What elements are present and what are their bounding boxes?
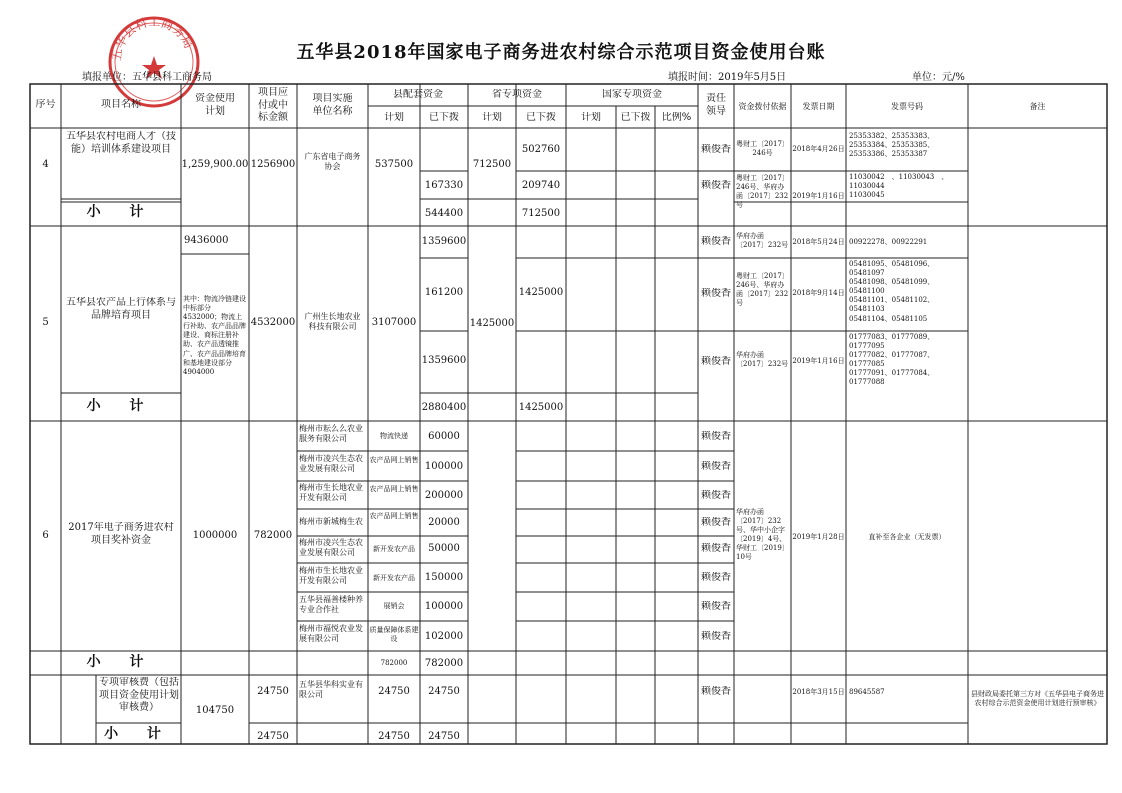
col-county-alloc: 已下拨 xyxy=(429,112,459,123)
p7-county-alloc: 24750 xyxy=(428,686,460,697)
col-province-alloc: 已下拨 xyxy=(526,112,556,123)
p4-unit: 广东省电子商务协会 xyxy=(304,152,361,172)
p7-leader: 赖俊香 xyxy=(701,686,731,697)
p6-r8-unit: 梅州市福悦农业发展有限公司 xyxy=(299,624,363,644)
reporting-time: 填报时间：2019年5月5日 xyxy=(668,72,787,83)
col-bid-amount: 项目应 付或中 标金额 xyxy=(258,87,288,123)
col-province: 省专项资金 xyxy=(492,89,542,100)
p5-fund-note: 其中：物流冷链建设中标部分4532000；物流上行补助、农产品品牌建设、商标注册补助、农产品透镜推广、农产品品牌培育和基地建设部分4904000 xyxy=(183,295,246,376)
p7-subtotal-county-plan: 24750 xyxy=(378,731,410,742)
p4-r2-invoice: 11030042 、11030043 、 11030044 11030045 xyxy=(849,173,949,200)
p7-bid: 24750 xyxy=(257,686,289,697)
p6-r3-item: 农产品网上销售 xyxy=(369,485,419,493)
p6-r4-item: 农产品网上销售 xyxy=(369,512,419,520)
p4-r1-invoice: 25353382、25353383、 25353384、25353385、 25353386、25353387 xyxy=(849,132,935,159)
unit-label: 单位：元/% xyxy=(912,72,965,83)
p5-r1-basis: 华府办函〔2017〕232号 xyxy=(736,232,789,250)
p4-name: 五华县农村电商人才（技能）培训体系建设项目 xyxy=(66,131,176,155)
p5-county-plan: 3107000 xyxy=(371,317,417,328)
p7-remark: 县财政局委托第三方对《五华县电子商务进农村综合示范资金使用计划进行预审核》 xyxy=(971,690,1104,708)
p6-subtotal-label: 小 计 xyxy=(86,654,156,670)
p5-bid: 4532000 xyxy=(250,317,296,328)
p6-r6-item: 新开发农产品 xyxy=(373,574,415,582)
col-ratio: 比例% xyxy=(661,112,692,123)
p5-r2-date: 2018年9月14日 xyxy=(792,289,845,297)
p6-subtotal-item: 782000 xyxy=(380,659,408,667)
p7-fund-plan: 104750 xyxy=(195,705,235,716)
p5-subtotal-province: 1425000 xyxy=(518,402,564,413)
reporting-unit: 填报单位：五华县科工商务局 xyxy=(82,72,212,83)
p7-subtotal-county-alloc: 24750 xyxy=(428,731,460,742)
p4-r2-leader: 赖俊香 xyxy=(701,180,731,191)
p4-r2-date: 2019年1月16日 xyxy=(792,192,845,200)
col-seq: 序号 xyxy=(35,99,56,110)
col-invoice-date: 发票日期 xyxy=(802,102,835,111)
page-title: 五华县2018年国家电子商务进农村综合示范项目资金使用台账 xyxy=(296,42,826,63)
p5-unit: 广州生长地农业科技有限公司 xyxy=(304,312,361,332)
p4-subtotal-county: 544400 xyxy=(424,208,464,219)
p7-name: 专项审核费（包括项目资金使用计划审核费） xyxy=(99,677,179,713)
p5-r1-date: 2018年5月24日 xyxy=(792,238,845,246)
col-county: 县配套资金 xyxy=(393,89,443,100)
p6-bid: 782000 xyxy=(253,530,293,541)
p5-subtotal-county: 2880400 xyxy=(421,402,467,413)
p5-r1-county-alloc: 1359600 xyxy=(421,236,467,247)
p6-r7-amount: 100000 xyxy=(424,601,464,612)
p5-r2-leader: 赖俊香 xyxy=(701,288,731,299)
p6-r7-unit: 五华县福善楼种养专业合作社 xyxy=(299,595,363,615)
p5-r3-leader: 赖俊香 xyxy=(701,356,731,367)
p4-county-plan: 537500 xyxy=(374,159,414,170)
p6-basis: 华府办函〔2017〕232号、华中小企字〔2019〕4号、华财工〔2019〕10号 xyxy=(736,508,789,562)
p5-seq: 5 xyxy=(42,317,49,328)
col-national-alloc: 已下拨 xyxy=(620,112,651,123)
svg-text:五华县科工商务局: 五华县科工商务局 xyxy=(109,14,196,62)
p5-r1-leader: 赖俊香 xyxy=(701,236,731,247)
p6-r2-amount: 100000 xyxy=(424,461,464,472)
p4-seq: 4 xyxy=(42,159,49,170)
col-province-plan: 计划 xyxy=(482,112,502,123)
p4-r2-basis: 粤财工〔2017〕246号、华府办函〔2017〕232号 xyxy=(736,174,789,210)
col-remark: 备注 xyxy=(1029,102,1046,111)
p6-r3-amount: 200000 xyxy=(424,490,464,501)
p6-r1-item: 物流快递 xyxy=(380,432,408,440)
p4-r2-province-alloc: 209740 xyxy=(521,180,561,191)
col-national: 国家专项资金 xyxy=(602,89,662,100)
p6-r8-leader: 赖俊香 xyxy=(701,631,731,642)
p6-r1-leader: 赖俊香 xyxy=(701,431,731,442)
col-name: 项目名称 xyxy=(101,99,141,110)
p4-bid: 1256900 xyxy=(250,159,296,170)
p6-r8-item: 质量保障体系建设 xyxy=(369,626,419,644)
p7-subtotal-label: 小 计 xyxy=(104,726,173,742)
p6-fund-plan: 1000000 xyxy=(192,530,238,541)
p5-r3-county-alloc: 1359600 xyxy=(421,355,467,366)
col-responsible: 责任 领导 xyxy=(706,93,726,117)
p6-r6-leader: 赖俊香 xyxy=(701,572,731,583)
p4-fund-plan: 1,259,900.00 xyxy=(181,159,249,170)
p6-seq: 6 xyxy=(42,530,49,541)
p7-county-plan: 24750 xyxy=(378,686,410,697)
p7-subtotal-bid: 24750 xyxy=(257,731,289,742)
col-unit: 项目实施 单位名称 xyxy=(312,93,353,117)
p5-r3-date: 2019年1月16日 xyxy=(792,357,845,365)
p4-r2-county-alloc: 167330 xyxy=(424,180,464,191)
p6-r2-leader: 赖俊香 xyxy=(701,461,731,472)
p7-invoice: 89645587 xyxy=(849,688,885,696)
p7-unit: 五华县华科实业有限公司 xyxy=(299,680,363,700)
p5-name: 五华县农产品上行体系与品牌培育项目 xyxy=(66,297,176,321)
p6-r4-unit: 梅州市新城梅生农 xyxy=(299,517,363,526)
p5-province-plan: 1425000 xyxy=(469,318,515,329)
p6-r2-unit: 梅州市凌兴生态农业发展有限公司 xyxy=(299,454,363,474)
p6-r7-item: 展销会 xyxy=(383,602,405,610)
p5-r1-invoice: 00922278、00922291 xyxy=(849,238,928,246)
p5-r2-county-alloc: 161200 xyxy=(424,287,464,298)
p4-province-plan: 712500 xyxy=(472,159,512,170)
p5-r2-province-alloc: 1425000 xyxy=(518,287,564,298)
p6-r1-amount: 60000 xyxy=(428,431,460,442)
p6-r1-unit: 梅州市耘么么农业服务有限公司 xyxy=(299,424,363,444)
p6-r8-amount: 102000 xyxy=(424,631,464,642)
col-national-plan: 计划 xyxy=(581,112,601,123)
p5-r2-basis: 粤财工〔2017〕246号、华府办函〔2017〕232号 xyxy=(736,272,789,308)
p6-subtotal-amount: 782000 xyxy=(424,658,464,669)
col-county-plan: 计划 xyxy=(384,112,404,123)
p7-date: 2018年3月15日 xyxy=(792,688,845,696)
p6-r2-item: 农产品网上销售 xyxy=(369,456,419,464)
p6-r4-leader: 赖俊香 xyxy=(701,517,731,528)
p6-invoice: 直补至各企业（无发票） xyxy=(868,533,946,541)
p5-subtotal-label: 小 计 xyxy=(86,398,156,414)
p6-name: 2017年电子商务进农村项目奖补资金 xyxy=(68,522,174,546)
p5-r3-invoice: 01777083、01777089、 01777095 01777082、01777087、 01777085 01777091、01777084、 01777088 xyxy=(849,333,935,387)
p5-r3-basis: 华府办函〔2017〕232号 xyxy=(736,351,789,369)
col-invoice-no: 发票号码 xyxy=(891,102,923,111)
p4-subtotal-province: 712500 xyxy=(521,208,561,219)
p6-r3-unit: 梅州市生长地农业开发有限公司 xyxy=(299,483,363,503)
p4-subtotal-label: 小 计 xyxy=(86,204,156,220)
col-fund-plan: 资金使用 计划 xyxy=(195,93,235,117)
p6-date: 2019年1月28日 xyxy=(792,533,845,541)
p6-r5-unit: 梅州市凌兴生态农业发展有限公司 xyxy=(299,538,363,558)
p6-r3-leader: 赖俊香 xyxy=(701,490,731,501)
p6-r5-item: 新开发农产品 xyxy=(373,545,415,553)
p5-r2-invoice: 05481095、05481096、 05481097 05481098、05481099、 05481100 05481101、05481102、 05481103 05481104、05481105 xyxy=(849,260,935,323)
p4-r1-province-alloc: 502760 xyxy=(521,144,561,155)
p6-r4-amount: 20000 xyxy=(428,517,460,528)
p4-r1-date: 2018年4月26日 xyxy=(792,145,845,153)
p6-r5-leader: 赖俊香 xyxy=(701,543,731,554)
p5-fund-plan: 9436000 xyxy=(184,235,229,246)
p4-r1-leader: 赖俊香 xyxy=(701,144,731,155)
p6-r5-amount: 50000 xyxy=(428,543,460,554)
p4-r1-basis: 粤财工〔2017〕246号 xyxy=(736,140,789,158)
col-basis: 资金拨付依据 xyxy=(738,102,787,111)
p6-r6-unit: 梅州市生长地农业开发有限公司 xyxy=(299,566,363,586)
p6-r6-amount: 150000 xyxy=(424,572,464,583)
p6-r7-leader: 赖俊香 xyxy=(701,601,731,612)
